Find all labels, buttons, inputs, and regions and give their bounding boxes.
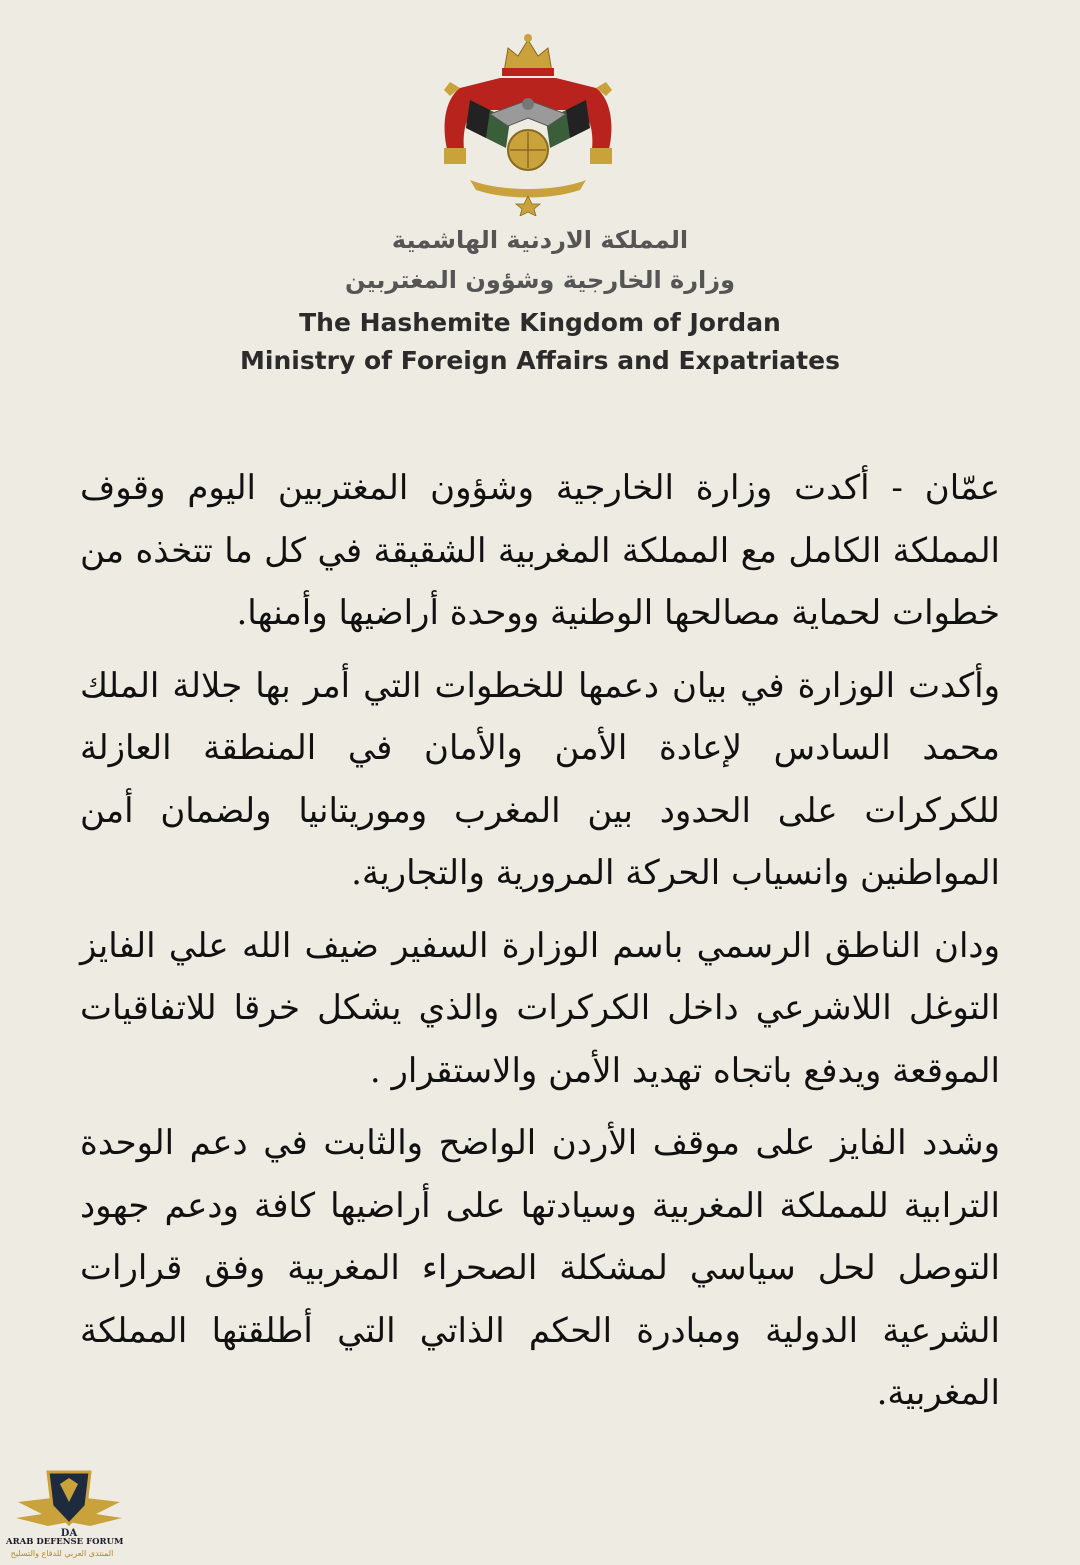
statement-body bbox=[80, 457, 1000, 1435]
paragraph-3: ودان الناطق الرسمي باسم الوزارة السفير ضيف الله علي الفايز التوغل اللاشرعي داخل الكركرات والذي يشكل خرقا للاتفاقيات الموقعة ويدفع باتجاه تهديد الأمن والاستقرار . bbox=[80, 925, 1000, 1091]
paragraph-2: وأكدت الوزارة في بيان دعمها للخطوات التي أمر بها جلالة الملك محمد السادس لإعادة الأمن والأمان في المنطقة العازلة للكركرات على الحدود بين المغرب وموريتانيا ولضمان أمن المواطنين وانسياب الحركة المرورية والتجارية. bbox=[80, 665, 1000, 893]
watermark-title: ARAB DEFENSE FORUM bbox=[6, 1537, 124, 1547]
paragraph-1: عمّان - أكدت وزارة الخارجية وشؤون المغتربين اليوم وقوف المملكة الكامل مع المملكة المغربية الشقيقة في كل ما تتخذه من خطوات لحماية مصالحها الوطنية ووحدة أراضيها وأمنها. bbox=[80, 468, 1000, 633]
jordan-coat-of-arms-icon bbox=[430, 30, 626, 216]
arabic-ministry-name: وزارة الخارجية وشؤون المغتربين bbox=[345, 266, 735, 294]
paragraph-4: وشدد الفايز على موقف الأردن الواضح والثابت في دعم الوحدة الترابية للمملكة المغربية وسيادتها على أراضيها كافة ودعم جهود التوصل لحل سياسي لمشكلة الصحراء المغربية وفق قرارات الشرعية الدولية ومبادرة الحكم الذاتي التي أطلقتها المملكة المغربية. bbox=[80, 1123, 1000, 1413]
letterhead bbox=[0, 220, 1080, 380]
english-kingdom-name: The Hashemite Kingdom of Jordan bbox=[299, 308, 781, 337]
arab-defense-forum-logo-icon bbox=[8, 1466, 130, 1562]
english-ministry-name: Ministry of Foreign Affairs and Expatriates bbox=[240, 346, 840, 375]
arabic-kingdom-name: المملكة الاردنية الهاشمية bbox=[391, 226, 689, 254]
watermark-initials: DA bbox=[60, 1528, 78, 1539]
watermark-arabic: المنتدى العربي للدفاع والتسليح bbox=[10, 1549, 114, 1558]
